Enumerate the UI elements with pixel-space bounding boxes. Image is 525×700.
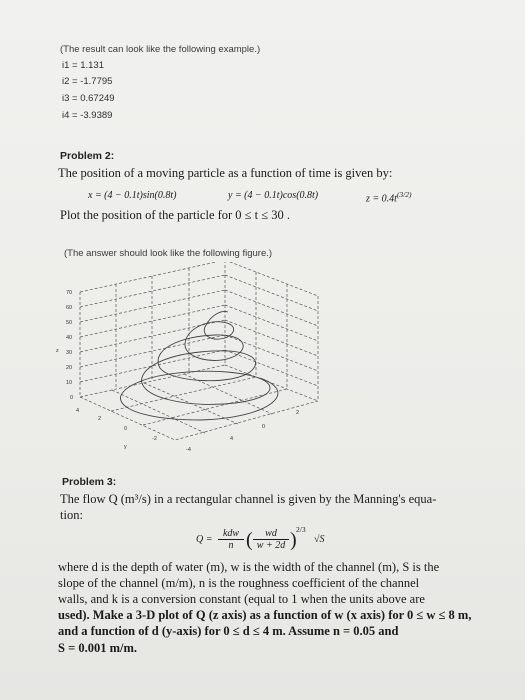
problem3-para-6: S = 0.001 m/m.	[58, 641, 137, 655]
z-tick-30: 30	[66, 350, 73, 356]
formula-num1: kdw	[222, 528, 240, 539]
z-tick-50: 50	[66, 320, 73, 326]
y-tick-2: 2	[296, 410, 300, 416]
figure-grid	[80, 262, 318, 440]
problem3-para-1: where d is the depth of water (m), w is the width of the channel (m), S is the	[58, 560, 440, 574]
problem3-para-4: used). Make a 3-D plot of Q (z axis) as a function of w (x axis) for 0 ≤ w ≤ 8 m,	[58, 608, 472, 622]
formula-exponent: 2/3	[296, 525, 306, 534]
y-axis-ticks	[230, 410, 299, 442]
equation-z-base: z = 0.4t	[366, 193, 397, 205]
equation-z-exponent: (3/2)	[396, 190, 412, 199]
z-tick-10: 10	[66, 380, 73, 386]
problem3-line1: The flow Q (m³/s) in a rectangular channel is given by the Manning's equa-	[60, 492, 437, 506]
x-tick-neg2: -2	[152, 436, 157, 442]
example-note: (The result can look like the following example.)	[60, 44, 261, 55]
z-tick-60: 60	[66, 305, 73, 311]
problem3-para-2: slope of the channel (m/m), n is the roughness coefficient of the channel	[58, 576, 420, 590]
y-tick-4: 4	[230, 436, 234, 442]
z-axis-ticks	[56, 290, 73, 401]
x-tick-0: 0	[124, 426, 128, 432]
formula-paren-close: )	[290, 529, 297, 551]
equation-z	[366, 190, 412, 204]
problem3-line2: tion:	[60, 508, 83, 522]
problem2-heading: Problem 2:	[60, 150, 115, 162]
result-i4: i4 = -3.9389	[62, 110, 113, 121]
helix-curve	[121, 312, 278, 420]
helix-figure	[0, 262, 525, 452]
answer-note: (The answer should look like the following figure.)	[64, 248, 273, 259]
result-i2: i2 = -1.7795	[62, 76, 113, 87]
problem3-heading: Problem 3:	[62, 476, 117, 488]
problem2-statement: The position of a moving particle as a function of time is given by:	[58, 166, 393, 180]
formula-fraction-2	[253, 528, 289, 551]
z-tick-20: 20	[66, 365, 73, 371]
formula-den2: w + 2d	[253, 539, 289, 551]
formula-den1: n	[218, 539, 244, 551]
formula-lhs: Q =	[196, 534, 213, 545]
problem2-plot-instruction: Plot the position of the particle for 0 ≤ t ≤ 30 .	[60, 208, 291, 222]
z-tick-70: 70	[66, 290, 73, 296]
x-tick-2: 2	[98, 416, 102, 422]
equation-y: y = (4 − 0.1t)cos(0.8t)	[228, 190, 319, 201]
formula-fraction-1	[218, 528, 244, 551]
problem3-para-5: and a function of d (y-axis) for 0 ≤ d ≤ 4 m. Assume n = 0.05 and	[58, 624, 399, 638]
formula-paren-open: (	[246, 529, 253, 551]
z-tick-40: 40	[66, 335, 73, 341]
z-axis-label: z	[56, 348, 59, 354]
z-tick-0: 0	[70, 395, 74, 401]
equation-x: x = (4 − 0.1t)sin(0.8t)	[88, 190, 177, 201]
x-tick-neg4: -4	[186, 447, 191, 452]
x-axis-label: y	[124, 444, 127, 450]
problem3-para-3: walls, and k is a conversion constant (equal to 1 when the units above are	[58, 592, 425, 606]
x-tick-4: 4	[76, 408, 80, 414]
manning-formula	[196, 524, 366, 558]
result-i3: i3 = 0.67249	[62, 93, 115, 104]
x-axis-ticks	[76, 408, 191, 452]
formula-num2: wd	[265, 528, 277, 539]
result-i1: i1 = 1.131	[62, 60, 104, 71]
formula-root: √S	[314, 534, 325, 545]
y-tick-0: 0	[262, 424, 266, 430]
